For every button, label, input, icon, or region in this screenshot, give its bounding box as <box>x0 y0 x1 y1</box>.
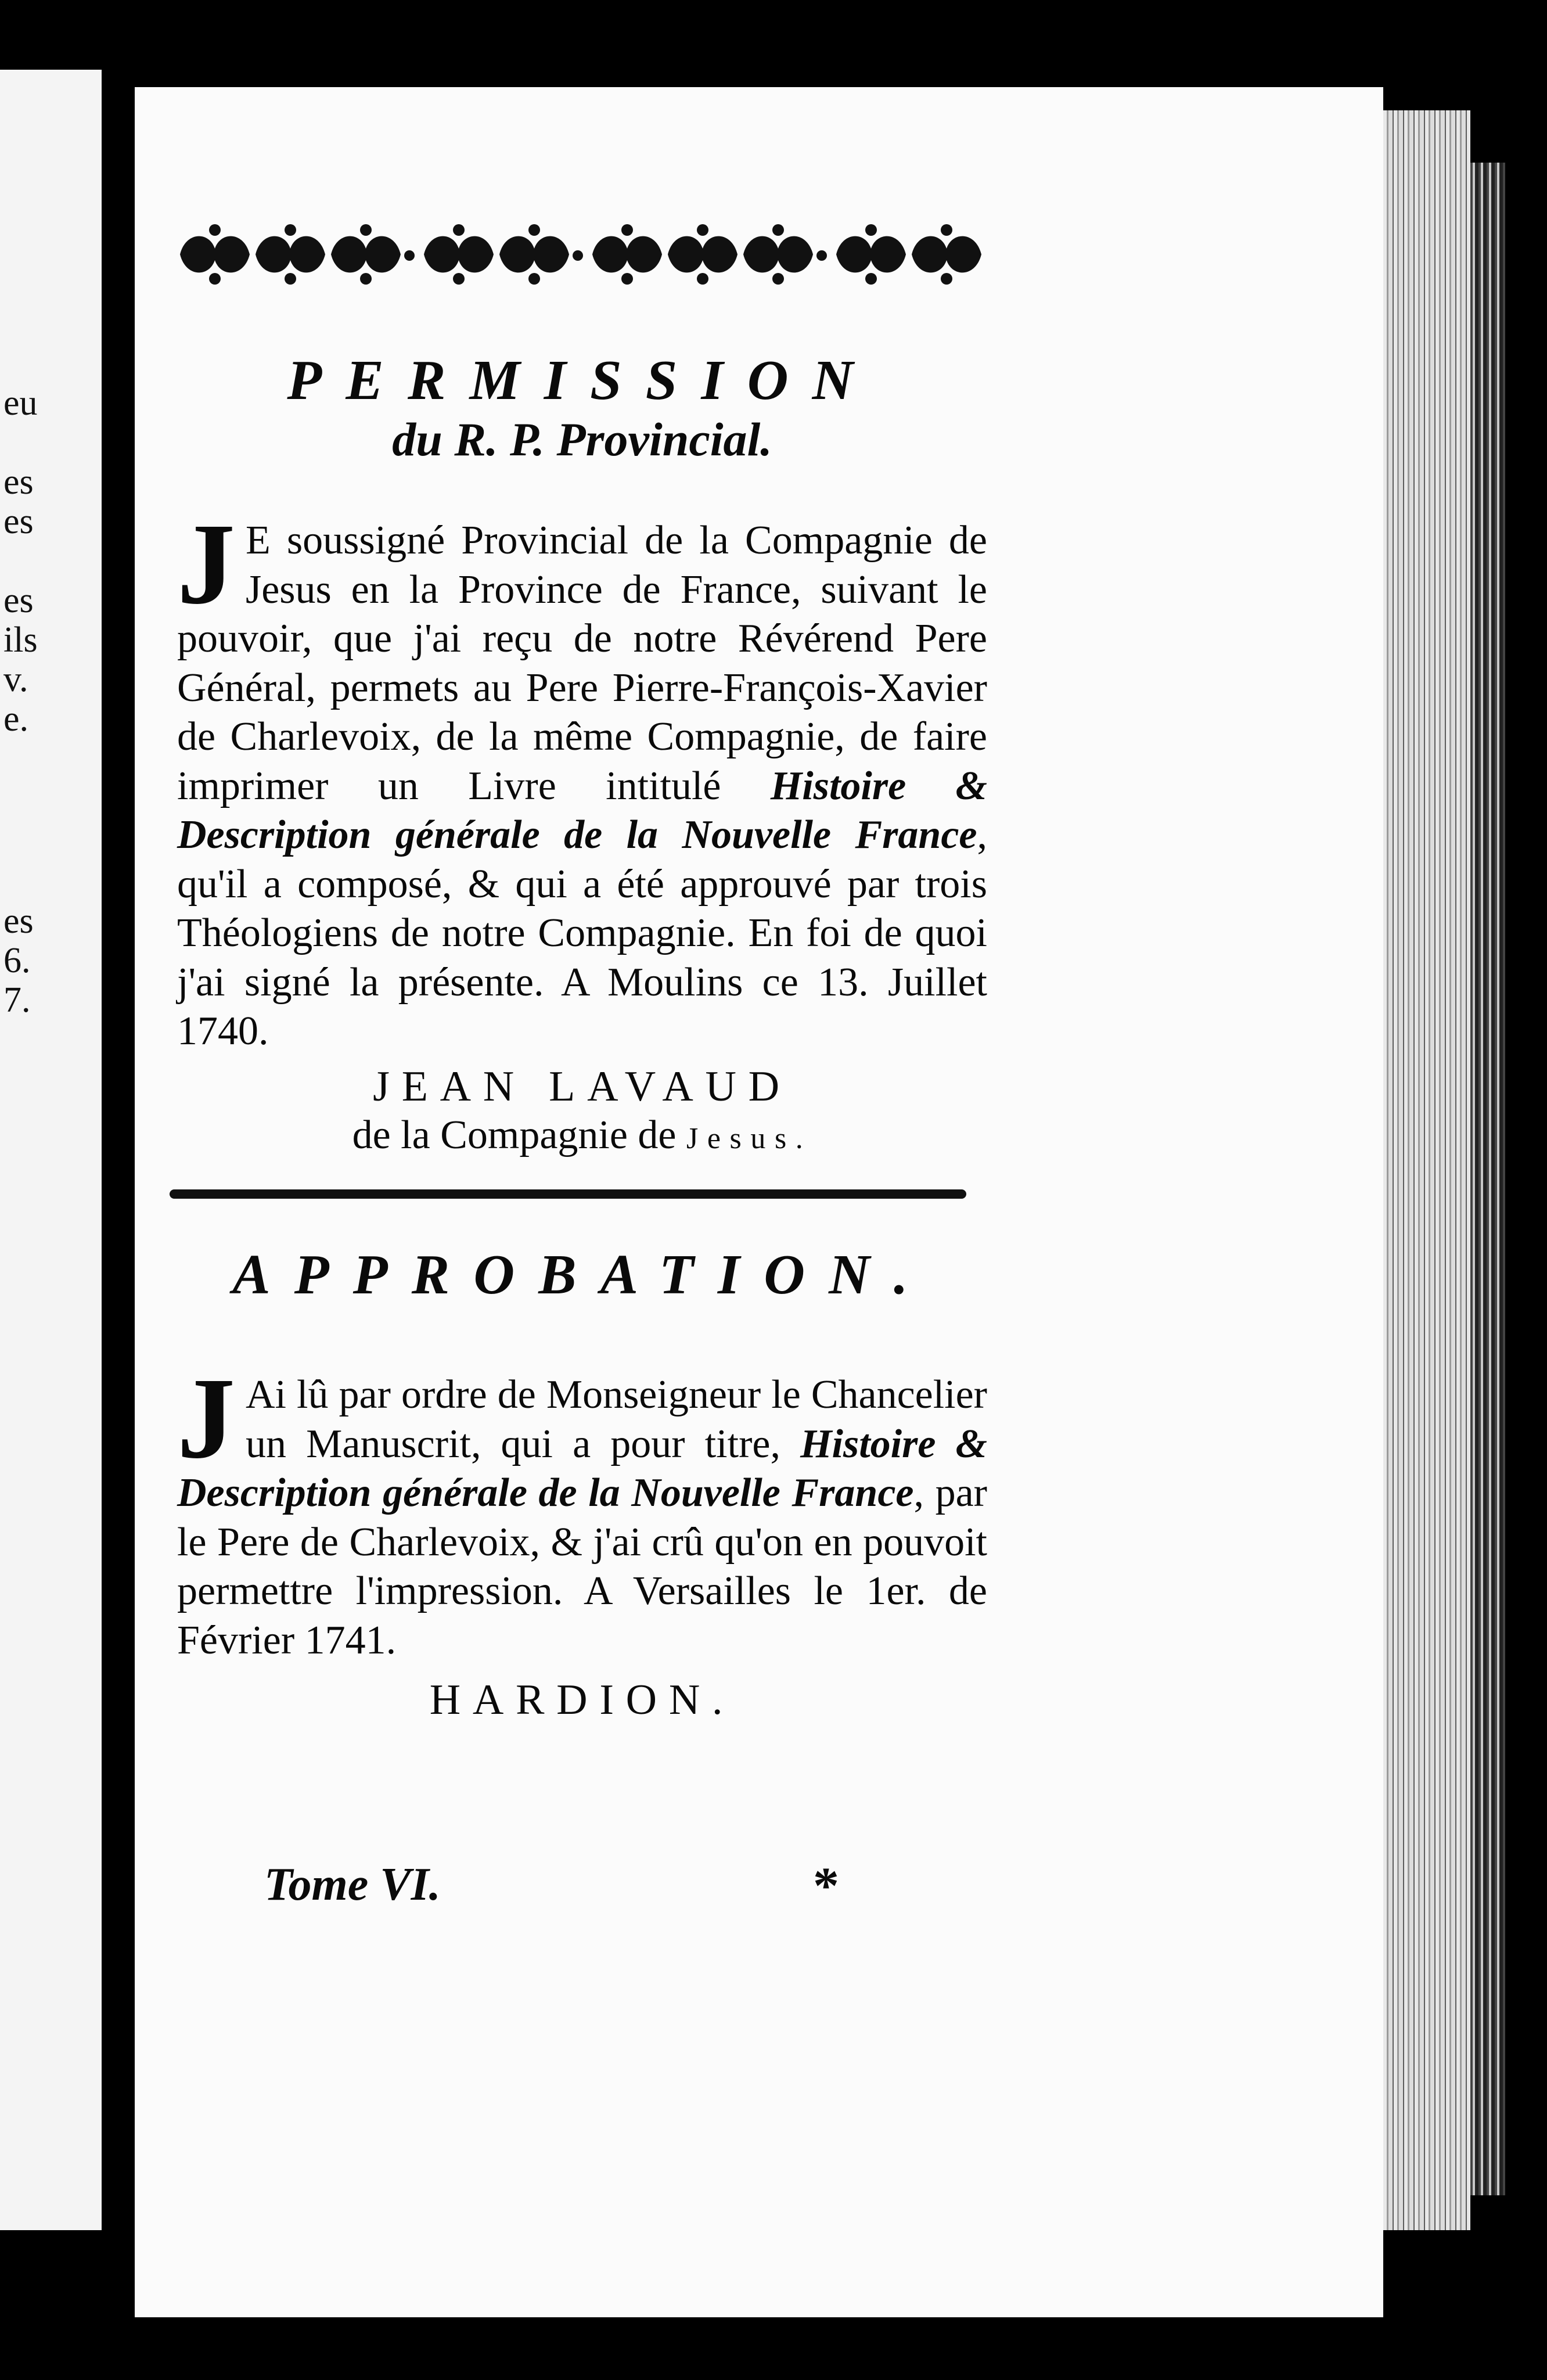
permission-text-2: , qu'il a composé, & qui a été approuvé par trois Théologiens de notre Compagnie. En foi de quoi j'ai signé la présente. A Moulins ce 13. Juillet 1740. <box>177 812 987 1054</box>
permission-section <box>177 348 987 1163</box>
permission-title: PERMISSION <box>287 349 877 412</box>
fragment-line: eu <box>3 383 38 423</box>
page-stack-edge <box>1383 110 1470 2230</box>
approbation-signature: HARDION. <box>429 1676 735 1724</box>
approbation-section <box>177 1243 987 1724</box>
fragment-line: es <box>3 502 34 541</box>
dropcap: J <box>177 1354 235 1483</box>
approbation-body <box>177 1354 988 1665</box>
approbation-text-2: , par le Pere de Charlevoix, & j'ai crû qu'on en pouvoit permettre l'impression. A Versailles le 1er. de Février 1741. <box>177 1471 987 1663</box>
permission-text-1: E soussigné Provincial de la Compagnie de Jesus en la Province de France, suivant le pouvoir, que j'ai reçu de notre Révérend Pere Général, permets au Pere Pierre-François-Xavier de Charlevoix, de la même Compagnie, de faire imprimer un Livre intitulé <box>177 518 987 808</box>
approbation-title: APPROBATION. <box>232 1243 932 1306</box>
fragment-line: es <box>3 901 34 941</box>
dropcap: J <box>177 500 235 628</box>
page-stack-shadow <box>1470 163 1505 2195</box>
fragment-line: e. <box>3 699 29 739</box>
fragment-line <box>3 541 91 581</box>
fragment-line: es <box>3 581 34 620</box>
previous-page-text-fragments <box>3 383 91 1020</box>
fragment-line: 6. <box>3 941 31 980</box>
permission-body <box>177 500 987 1056</box>
signature-org <box>177 1111 987 1163</box>
fragment-line: 7. <box>3 980 31 1020</box>
volume-label: Tome VI. <box>264 1859 441 1910</box>
signature-mark: * <box>813 1857 839 1915</box>
permission-subtitle: du R. P. Provincial. <box>392 413 772 466</box>
fragment-line: ils <box>3 620 38 660</box>
fragment-line <box>3 423 91 462</box>
fragment-line: es <box>3 462 34 502</box>
book-title: Histoire & Description générale de la Nouvelle France <box>177 763 987 857</box>
fragment-line: v. <box>3 660 28 699</box>
book-title: Histoire & Description générale de la Nouvelle France <box>177 1421 988 1515</box>
fragment-gap <box>3 739 91 901</box>
signature-name: JEAN LAVAUD <box>373 1062 792 1110</box>
approbation-text-1: Ai lû par ordre de Monseigneur le Chancelier un Manuscrit, qui a pour titre, <box>246 1372 987 1466</box>
fleuron-ornament-icon <box>174 220 987 289</box>
signature-org-prefix: de la Compagnie de <box>352 1112 677 1157</box>
section-divider-rule <box>170 1189 966 1199</box>
signature-org-name: Jesus. <box>686 1121 812 1155</box>
